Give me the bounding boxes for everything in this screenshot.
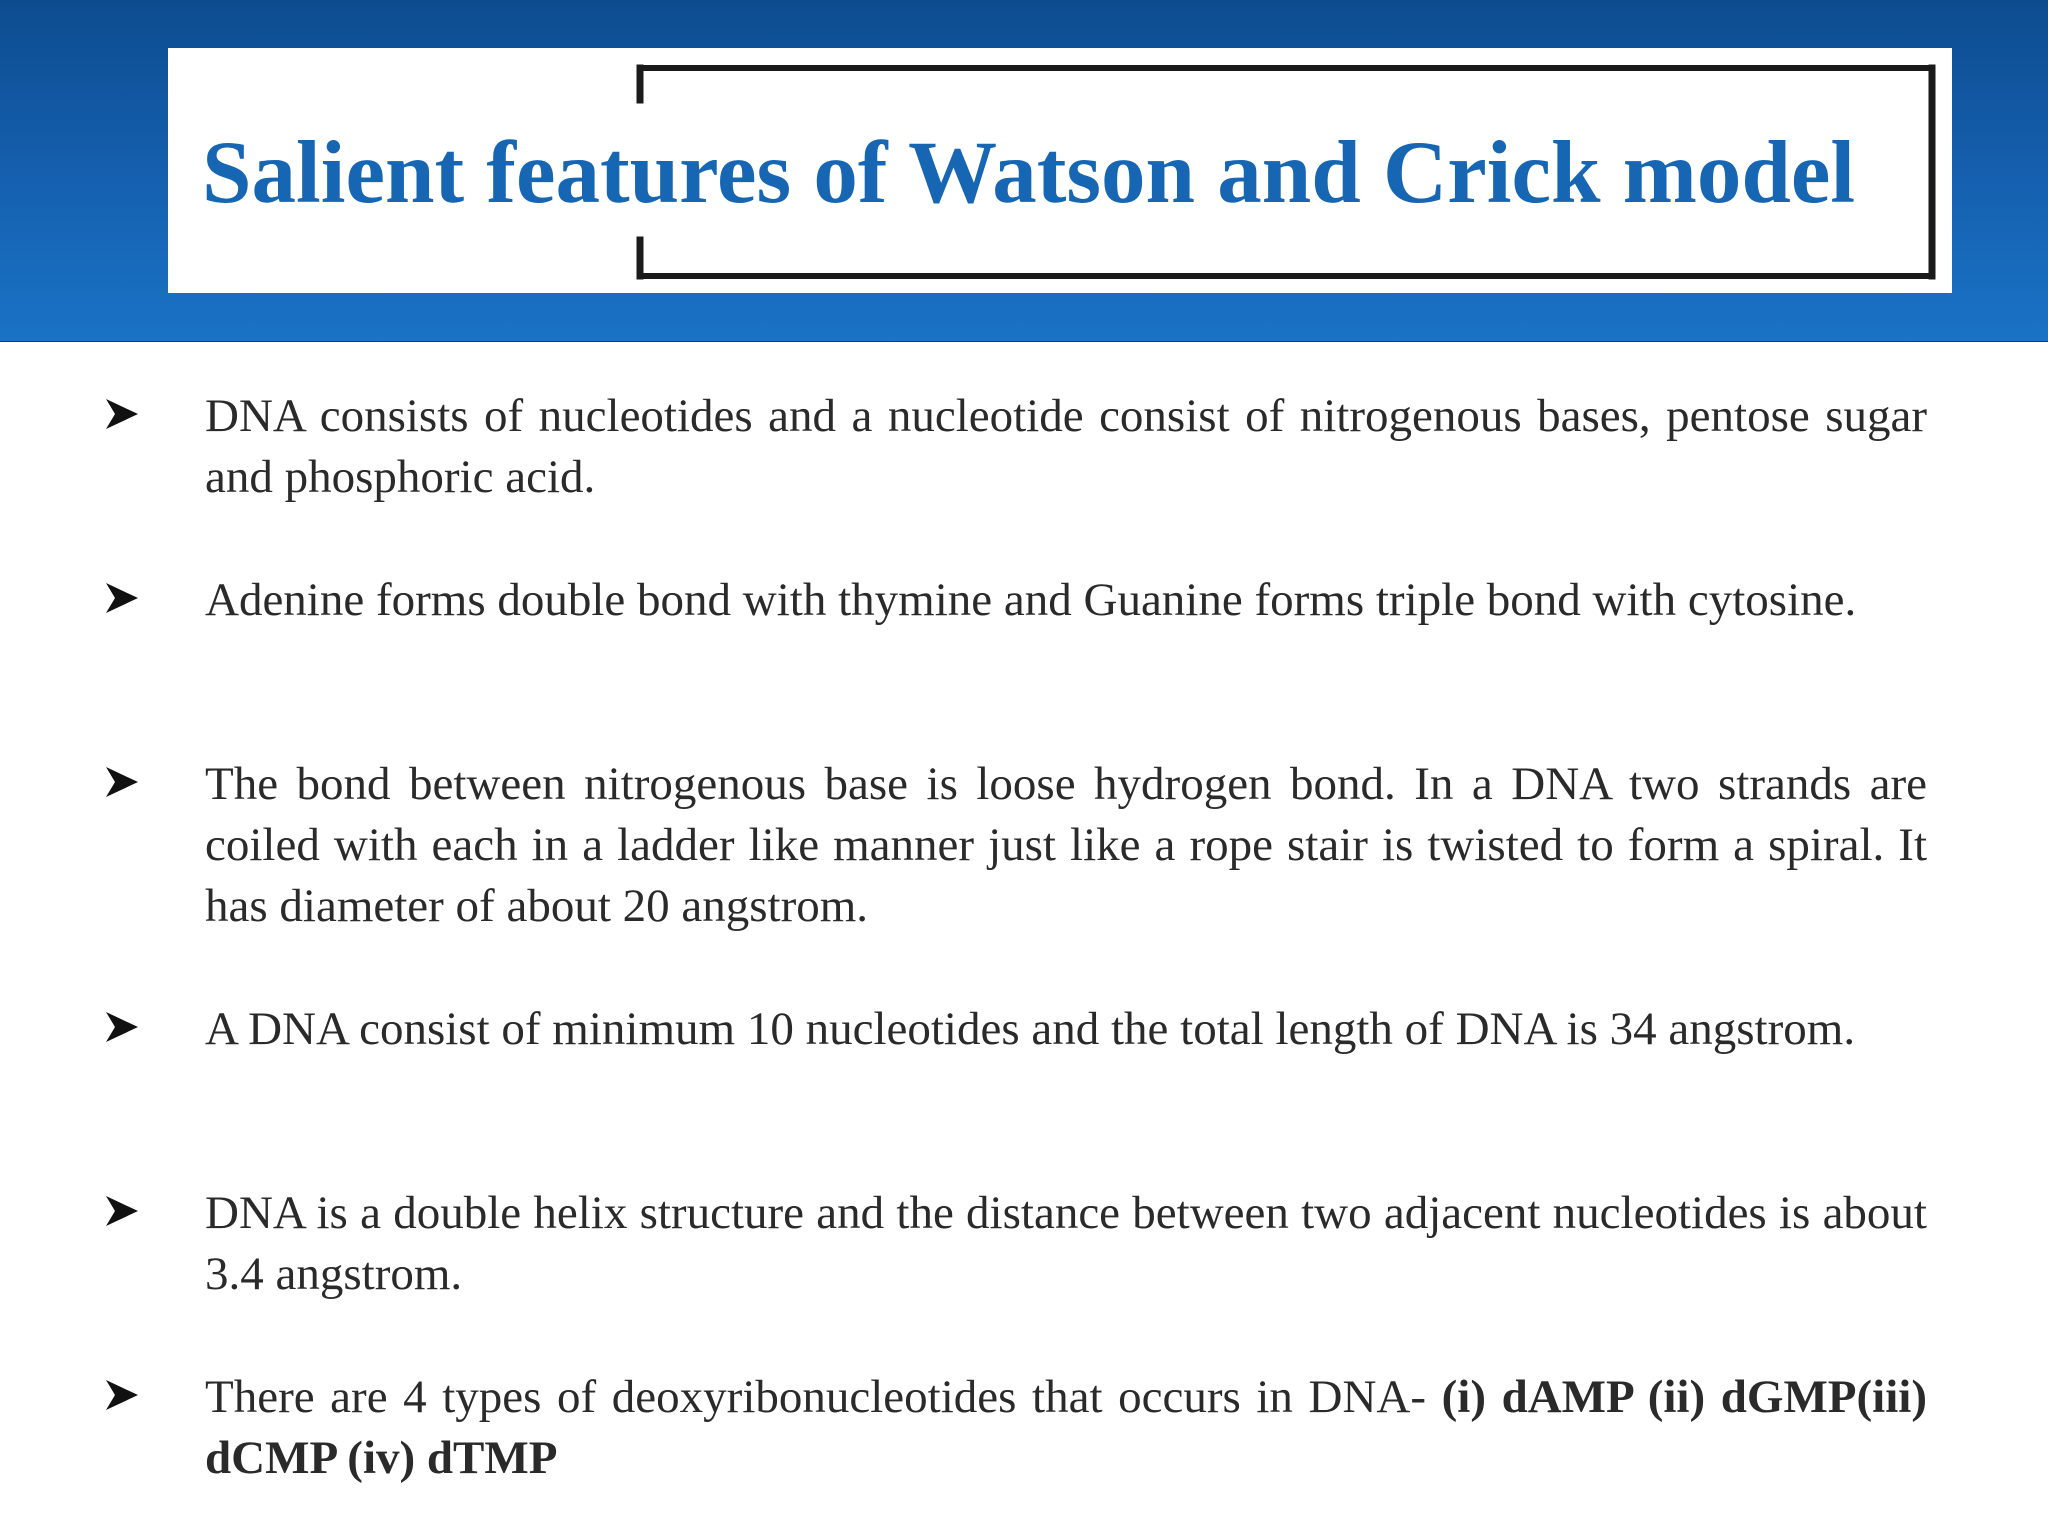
arrowhead-bullet-icon [104, 1009, 140, 1045]
nucleotide-types: (i) dAMP (ii) dGMP(iii) dCMP (iv) dTMP [205, 1371, 1927, 1484]
arrowhead-bullet-icon [104, 764, 140, 800]
bullet-text: Adenine forms double bond with thymine and Guanine forms triple bond with cytosine. [205, 574, 1857, 626]
bullet-text [205, 1367, 1927, 1489]
bullet-text: DNA consists of nucleotides and a nucleotide consist of nitrogenous bases, pentose sugar and phosphoric acid. [205, 390, 1927, 503]
bullet-text: DNA is a double helix structure and the distance between two adjacent nucleotides is about 3.4 angstrom. [205, 1187, 1927, 1300]
arrowhead-bullet-icon [104, 580, 140, 616]
arrowhead-bullet-icon [104, 1193, 140, 1229]
bullet-text: The bond between nitrogenous base is loose hydrogen bond. In a DNA two strands are coiled with each in a ladder like manner just like a rope stair is twisted to form a spiral. It has diameter of about 20 angstrom. [205, 758, 1927, 932]
bullet-text: A DNA consist of minimum 10 nucleotides and the total length of DNA is 34 angstrom. [205, 1003, 1856, 1055]
arrowhead-bullet-icon [104, 1377, 140, 1413]
page-title: Salient features of Watson and Crick model [202, 124, 1856, 222]
arrowhead-bullet-icon [104, 396, 140, 432]
bullet-text-plain: There are 4 types of deoxyribonucleotides that occurs in DNA- [205, 1371, 1442, 1423]
